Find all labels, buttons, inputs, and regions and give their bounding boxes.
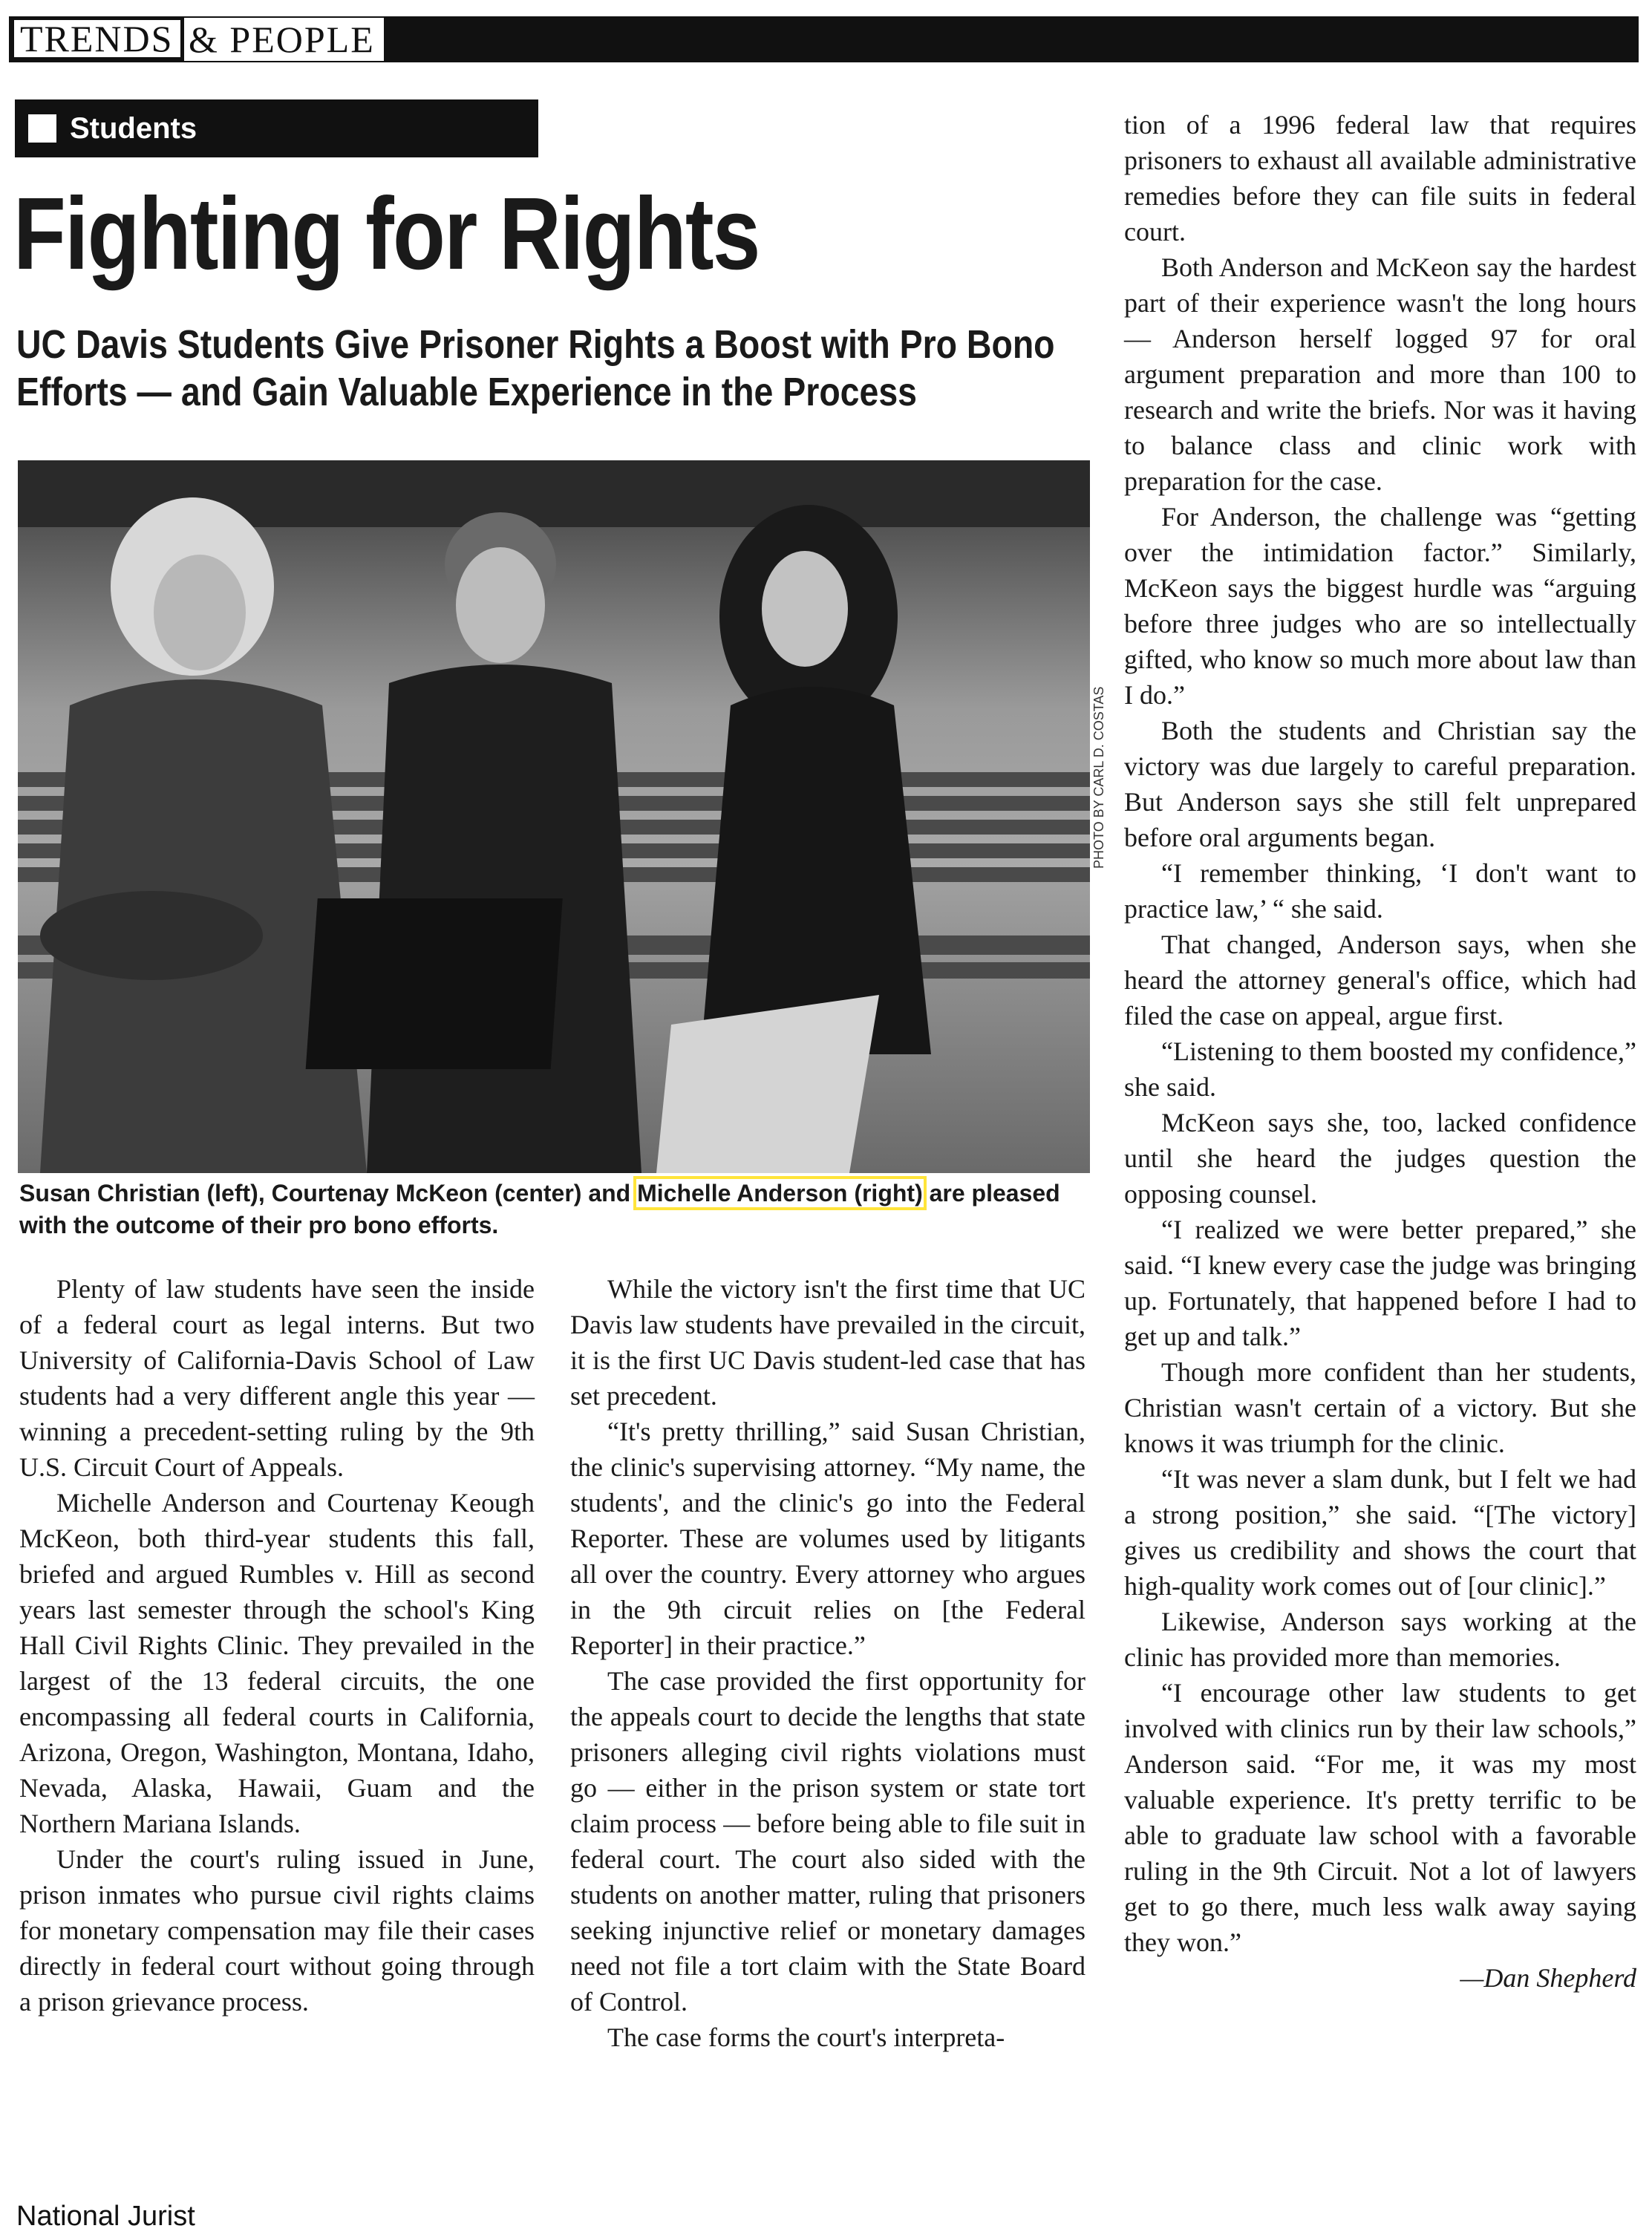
paragraph: Under the court's ruling issued in June, prison inmates who pursue civil rights claims for monetary compensation may file their cases directly in federal court without going through a prison grievance process. — [19, 1844, 535, 2017]
paragraph: For Anderson, the challenge was “getting over the intimidation factor.” Similarly, McKeon says the biggest hurdle was “arguing before three judges who are so intellectually gifted, who know so much more about law than I do.” — [1124, 502, 1636, 710]
paragraph: “It was never a slam dunk, but I felt we had a strong position,” she said. “[The victory] gives us credibility and shows the court that high-quality work comes out of [our clinic].” — [1124, 1464, 1636, 1601]
article-photo — [18, 460, 1090, 1173]
byline: —Dan Shepherd — [1460, 1963, 1636, 1993]
paragraph: That changed, Anderson says, when she heard the attorney general's office, which had filed the case on appeal, argue first. — [1124, 930, 1636, 1031]
paragraph: “I encourage other law students to get involved with clinics run by their law schools,” Anderson said. “For me, it was my most valuable experience. It's pretty terrific to be able to graduate law school with a favorable ruling in the 9th Circuit. Not a lot of lawyers get to go there, much less walk away saying they won.” — [1124, 1678, 1636, 1957]
section-square-icon — [28, 114, 56, 143]
paragraph: “I remember thinking, ‘I don't want to practice law,’ “ she said. — [1124, 858, 1636, 924]
brand-logo-trends — [12, 18, 183, 59]
brand-logo-people — [184, 18, 384, 61]
paragraph: The case forms the court's interpreta- — [607, 2022, 1005, 2052]
section-label — [15, 99, 538, 157]
publication-name: National Jurist — [16, 2201, 195, 2232]
paragraph: While the victory isn't the first time that UC Davis law students have prevailed in the circuit, it is the first UC Davis student-led case that has set precedent. — [570, 1274, 1085, 1411]
paragraph: Both the students and Christian say the victory was due largely to careful preparation. But Anderson says she still felt unprepared before oral arguments began. — [1124, 716, 1636, 852]
paragraph: “It's pretty thrilling,” said Susan Christian, the clinic's supervising attorney. “My name, the students', and the clinic's go into the Federal Reporter. These are volumes used by litigants all over the country. Every attorney who argues in the 9th circuit relies on [the Federal Reporter] in their practice.” — [570, 1417, 1085, 1660]
article-column-3 — [1124, 107, 1636, 1996]
paragraph: “I realized we were better prepared,” she said. “I knew every case the judge was bringing up. Fortunately, that happened before I had to get up and talk.” — [1124, 1215, 1636, 1351]
article-headline: Fighting for Rights — [13, 177, 760, 291]
photo-credit — [1091, 616, 1114, 869]
article-column-1 — [19, 1271, 535, 2019]
paragraph: Both Anderson and McKeon say the hardest part of their experience wasn't the long hours — Anderson herself logged 97 for oral argument preparation and more than 100 to research and write the briefs. Nor was it having to balance class and clinic work with preparation for the case. — [1124, 252, 1636, 496]
article-column-2 — [570, 1271, 1085, 2055]
caption-text-end: are pleased with the outcome of their pro bono efforts. — [19, 1180, 1060, 1238]
paragraph: tion of a 1996 federal law that requires prisoners to exhaust all available administrative remedies before they can file suits in federal court. — [1124, 110, 1636, 246]
photo-caption — [19, 1178, 1103, 1241]
article-deck: UC Davis Students Give Prisoner Rights a Boost with Pro Bono Efforts — and Gain Valuable Experience in the Process — [16, 322, 1055, 414]
paragraph: “Listening to them boosted my confidence,” she said. — [1124, 1036, 1636, 1102]
section-label-text: Students — [70, 111, 197, 145]
paragraph: Though more confident than her students, Christian wasn't certain of a victory. But she knows it was triumph for the clinic. — [1124, 1357, 1636, 1458]
paragraph: Likewise, Anderson says working at the clinic has provided more than memories. — [1124, 1607, 1636, 1672]
photo-credit-text: PHOTO BY CARL D. COSTAS — [1091, 686, 1106, 869]
caption-text-start: Susan Christian (left), Courtenay McKeon (center) and — [19, 1180, 638, 1206]
paragraph: Michelle Anderson and Courtenay Keough McKeon, both third-year students this fall, briefed and argued Rumbles v. Hill as second years last semester through the school's King Hall Civil Rights Clinic. They prevailed in the largest of the 13 federal circuits, the one encompassing all federal courts in California, Arizona, Oregon, Washington, Montana, Idaho, Nevada, Alaska, Hawaii, Guam and the Northern Mariana Islands. — [19, 1488, 535, 1838]
brand-trends-text: TRENDS — [20, 18, 174, 59]
paragraph: McKeon says she, too, lacked confidence until she heard the judges question the opposing counsel. — [1124, 1108, 1636, 1209]
paragraph: The case provided the first opportunity for the appeals court to decide the lengths that state prisoners alleging civil rights violations must go — either in the prison system or state tort claim process — before being able to file suit in federal court. The court also sided with the students on another matter, ruling that prisoners seeking injunctive relief or monetary damages need not file a tort claim with the State Board of Control. — [570, 1666, 1085, 2017]
paragraph: Plenty of law students have seen the inside of a federal court as legal interns. But two University of California-Davis School of Law students had a very different angle this year — winning a precedent-setting ruling by the 9th U.S. Circuit Court of Appeals. — [19, 1274, 535, 1482]
brand-people-text: & PEOPLE — [184, 18, 384, 61]
caption-highlight: Michelle Anderson (right) — [637, 1180, 923, 1206]
